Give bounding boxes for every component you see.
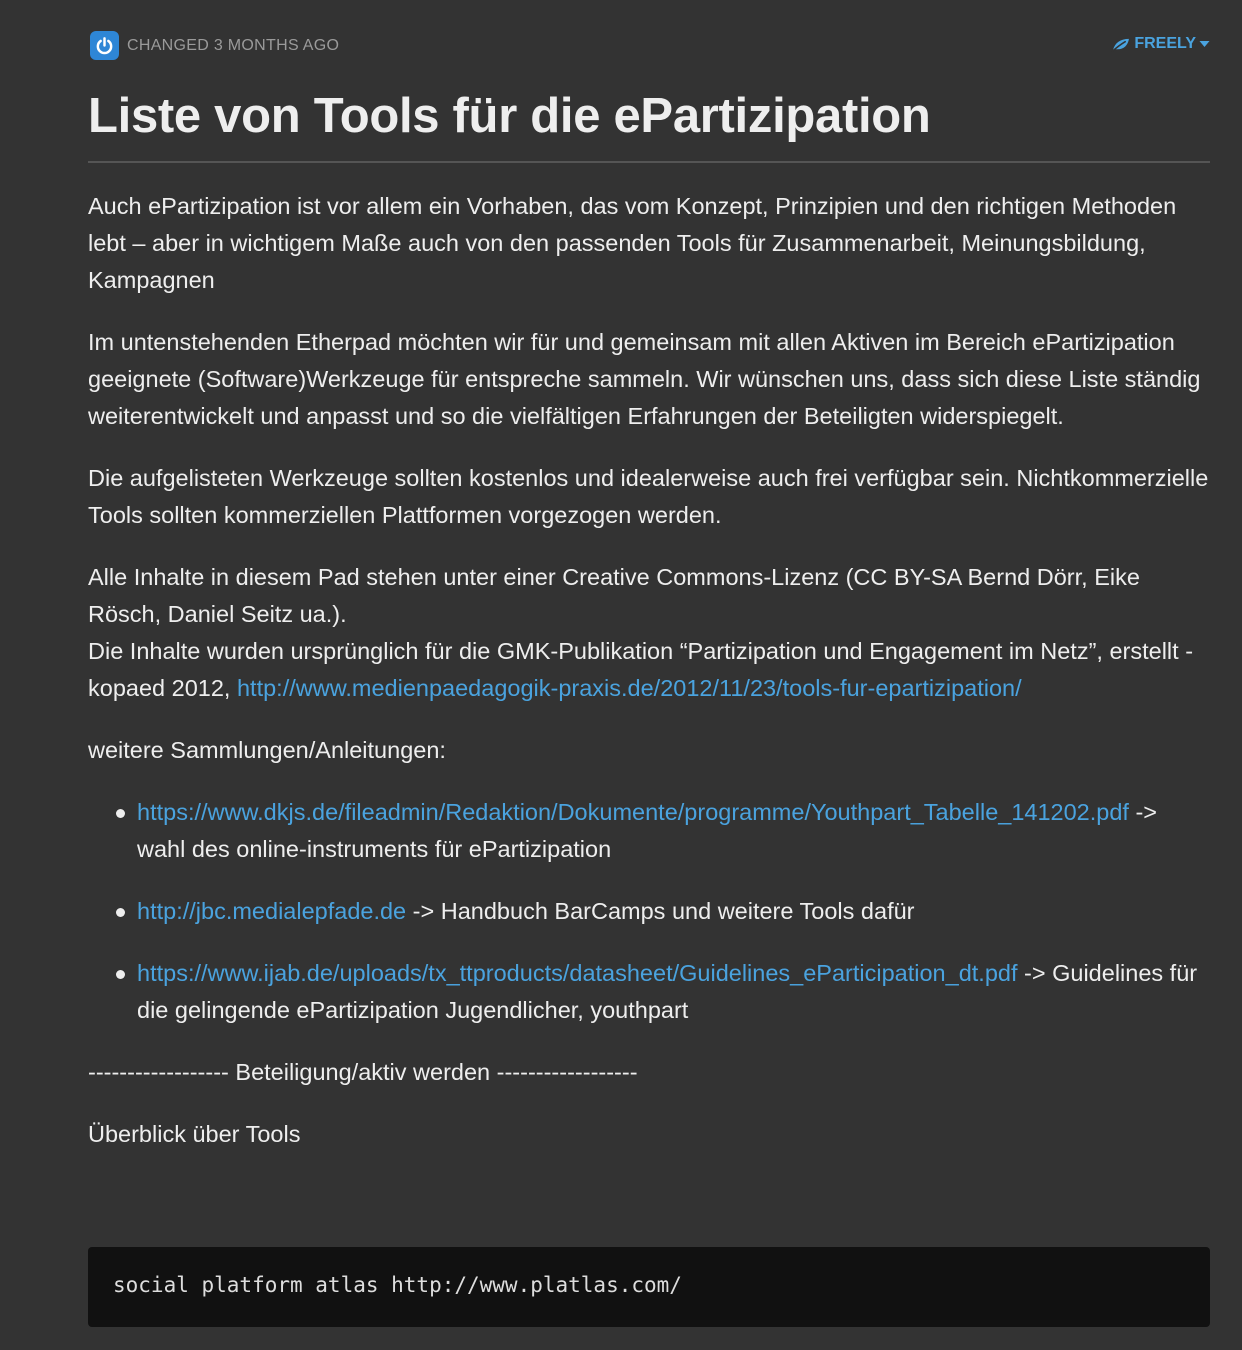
leaf-icon (1111, 37, 1130, 52)
tools-criteria-paragraph: Die aufgelisteten Werkzeuge sollten kostenlos und idealerweise auch frei verfügbar sein. Nichtkommerzielle Tools sollten kommerziellen Plattformen vorgezogen werden. (88, 465, 1209, 528)
power-icon (90, 31, 119, 60)
note-body (88, 188, 1210, 1178)
origin-link[interactable]: http://www.medienpaedagogik-praxis.de/2012/11/23/tools-fur-epartizipation/ (236, 675, 1022, 701)
code-block (88, 1247, 1210, 1327)
collection-description: -> Handbuch BarCamps und weitere Tools dafür (406, 898, 915, 924)
collections-list (88, 794, 1210, 1029)
permission-dropdown[interactable] (1111, 35, 1210, 53)
collection-link[interactable]: https://www.ijab.de/uploads/tx_ttproducts/datasheet/Guidelines_eParticipation_dt.pdf (137, 960, 1018, 986)
list-item (137, 955, 1210, 1029)
etherpad-paragraph: Im untenstehenden Etherpad möchten wir für und gemeinsam mit allen Aktiven im Bereich ePartizipation geeignete (Software)Werkzeuge für entspreche sammeln. Wir wünschen uns, dass sich diese Liste ständig weiterentwickelt und anpasst und so die vielfältigen Erfahrungen der Beteiligten widerspiegelt. (88, 329, 1201, 429)
list-item (137, 893, 1210, 930)
overview-heading: Überblick über Tools (88, 1121, 301, 1147)
change-info (90, 31, 339, 60)
title-divider (88, 161, 1210, 163)
permission-label: FREELY (1134, 35, 1196, 52)
collections-heading: weitere Sammlungen/Anleitungen: (88, 737, 446, 763)
code-text: social platform atlas http://www.platlas.com/ (113, 1273, 682, 1297)
note-meta-bar (88, 31, 1210, 61)
caret-down-icon (1199, 40, 1210, 48)
collection-link[interactable]: http://jbc.medialepfade.de (137, 898, 407, 924)
license-paragraph (88, 559, 1210, 707)
collection-description: -> Guidelines für die gelingende ePartizipation Jugendlicher, youthpart (137, 960, 1198, 1023)
list-item (137, 794, 1210, 868)
intro-paragraph: Auch ePartizipation ist vor allem ein Vorhaben, das vom Konzept, Prinzipien und den richtigen Methoden lebt – aber in wichtigem Maße auch von den passenden Tools für Zusammenarbeit, Meinungsbildung, Kampagnen (88, 193, 1177, 293)
section-divider-text: ------------------ Beteiligung/aktiv werden ------------------ (88, 1059, 638, 1085)
collection-description: -> wahl des online-instruments für ePartizipation (137, 799, 1158, 862)
page-title: Liste von Tools für die ePartizipation (88, 89, 931, 143)
origin-text: Die Inhalte wurden ursprünglich für die GMK-Publikation “Partizipation und Engagement im Netz”, erstellt - kopaed 2012, (88, 638, 1194, 701)
license-text: Alle Inhalte in diesem Pad stehen unter einer Creative Commons-Lizenz (CC BY-SA Bernd Dörr, Eike Rösch, Daniel Seitz ua.). (88, 564, 1140, 627)
collection-link[interactable]: https://www.dkjs.de/fileadmin/Redaktion/Dokumente/programme/Youthpart_Tabelle_141202.pdf (137, 799, 1129, 825)
changed-timestamp: CHANGED 3 MONTHS AGO (127, 36, 340, 54)
